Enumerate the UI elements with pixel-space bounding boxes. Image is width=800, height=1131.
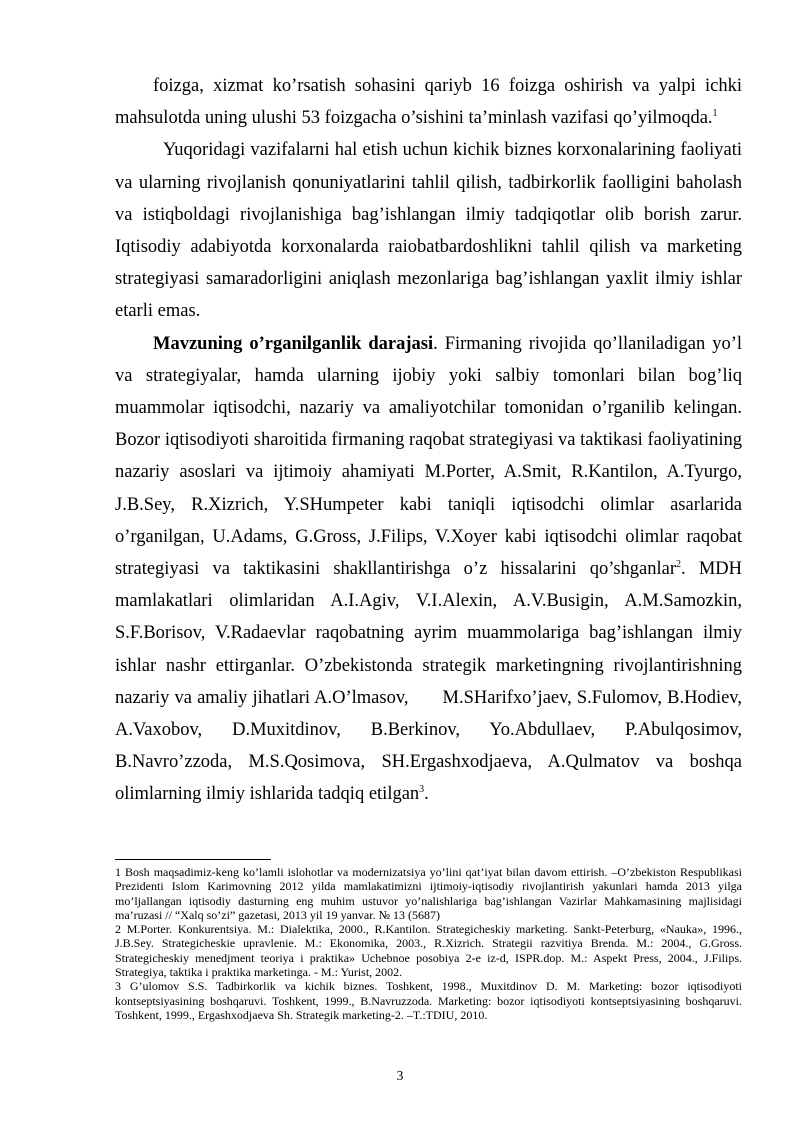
paragraph-3-text-b: . MDH mamlakatlari olimlaridan A.I.Agiv, V.I.Alexin, A.V.Busigin, A.M.Samozkin, S.F.Borisov, V.Radaevlar raqobatning ayrim muammolariga bag’ishlangan ilmiy ishlar nashr ettirganlar. O’zbekistonda strategik marketingning rivojlantirishning nazariy va amaliy jihatlari A.O’lmasov,: [115, 559, 742, 708]
footnote-ref-3: 3: [419, 784, 425, 796]
paragraph-1-text: foizga, xizmat ko’rsatish sohasini qariyb 16 foizga oshirish va yalpi ichki mahsulotda uning ulushi 53 foizgacha o’sishini ta’minlash vazifasi qo’yilmoqda.: [115, 76, 742, 129]
footnotes: [115, 865, 742, 1022]
footnote-ref-2: 2: [676, 558, 682, 570]
footnote-3: 3 G’ulomov S.S. Tadbirkorlik va kichik biznes. Toshkent, 1998., Muxitdinov D. M. Marketing: bozor iqtisodiyoti kontseptsiyasining boshqaruvi. Toshkent, 1999., B.Navruzzoda. Marketing: bozor iqtisodiyoti kontseptsiyasining boshqaruvi. Toshkent, 1999., Ergashxodjaeva Sh. Strategik marketing-2. –T.:TDIU, 2010.: [115, 979, 742, 1022]
page-number: 3: [396, 1068, 404, 1083]
footnote-separator: [115, 859, 271, 860]
paragraph-2: Yuqoridagi vazifalarni hal etish uchun kichik biznes korxonalarining faoliyati va ularning rivojlanish qonuniyatlarini tahlil qilish, tadbirkorlik faolligini baholash va istiqboldagi rivojlanishiga bag’ishlangan ilmiy tadqiqotlar olib borish zarur. Iqtisodiy adabiyotda korxonalarda raiobatbardoshlikni tahlil qilish va marketing strategiyasi samaradorligini aniqlash mezonlariga bag’ishlangan yaxlit ilmiy ishlar etarli emas.: [115, 140, 742, 322]
footnote-2: 2 M.Porter. Konkurentsiya. M.: Dialektika, 2000., R.Kantilon. Strategicheskiy marketing. Sankt-Peterburg, «Nauka», 1996., J.B.Sey. Strategicheskie upravlenie. M.: Ekonomika, 2003., R.Xizrich. Strategii razvitiya Brenda. M.: 2004., G.Gross. Strategicheskiy menedjment teoriya i praktika» Uchebnoe posobiya 2-e iz-d, ISPR.dop. M.: Aspekt Press, 2004., J.Filips. Strategiya, taktika i praktika marketinga. - M.: Yurist, 2002.: [115, 922, 742, 980]
document-body: [115, 70, 742, 811]
paragraph-3: [115, 328, 742, 811]
paragraph-1: [115, 70, 742, 134]
paragraph-3-text-a: . Firmaning rivojida qo’llaniladigan yo’l va strategiyalar, hamda ularning ijobiy yoki salbiy tomonlari bilan bog’liq muammolar iqtisodchi, nazariy va amaliyotchilar tomonidan o’rganilib kelingan. Bozor iqtisodiyoti sharoitida firmaning raqobat strategiyasi va taktikasi faoliyatining nazariy asoslari va ijtimoiy ahamiyati M.Porter, A.Smit, R.Kantilon, A.Tyurgo, J.B.Sey, R.Xizrich, Y.SHumpeter kabi taniqli iqtisodchi olimlar asarlarida o’rganilgan, U.Adams, G.Gross, J.Filips, V.Xoyer kabi iqtisodchi olimlar raqobat strategiyasi va taktikasini shakllantirishga o’z hissalarini qo’shganlar: [115, 333, 742, 580]
paragraph-3-end: .: [424, 784, 429, 805]
paragraph-3-text-c: M.SHarifxo’jaev, S.Fulomov, B.Hodiev, A.Vaxobov, D.Muxitdinov, B.Berkinov, Yo.Abdullaev, P.Abulqosimov, B.Navro’zzoda, M.S.Qosimova, SH.Ergashxodjaeva, A.Qulmatov va boshqa olimlarning ilmiy ishlarida tadqiq etilgan: [115, 687, 742, 805]
footnote-1: 1 Bosh maqsadimiz-keng ko’lamli islohotlar va modernizatsiya yo’lini qat’iyat bilan davom ettirish. –O’zbekiston Respublikasi Prezidenti Islom Karimovning 2012 yilda mamlakatimizni ijtimoiy-iqtisodiy rivojlantirish yakunlari hamda 2013 yilga mo’ljallangan iqtisodiy dasturning eng muhim ustuvor yo’nalishlariga bag’ishlangan Vazirlar Mahkamasining majlisidagi ma’ruzasi // “Xalq so’zi” gazetasi, 2013 yil 19 yanvar. № 13 (5687): [115, 865, 742, 922]
section-heading: Mavzuning o’rganilganlik darajasi: [153, 333, 434, 354]
footnote-ref-1: 1: [712, 108, 718, 120]
